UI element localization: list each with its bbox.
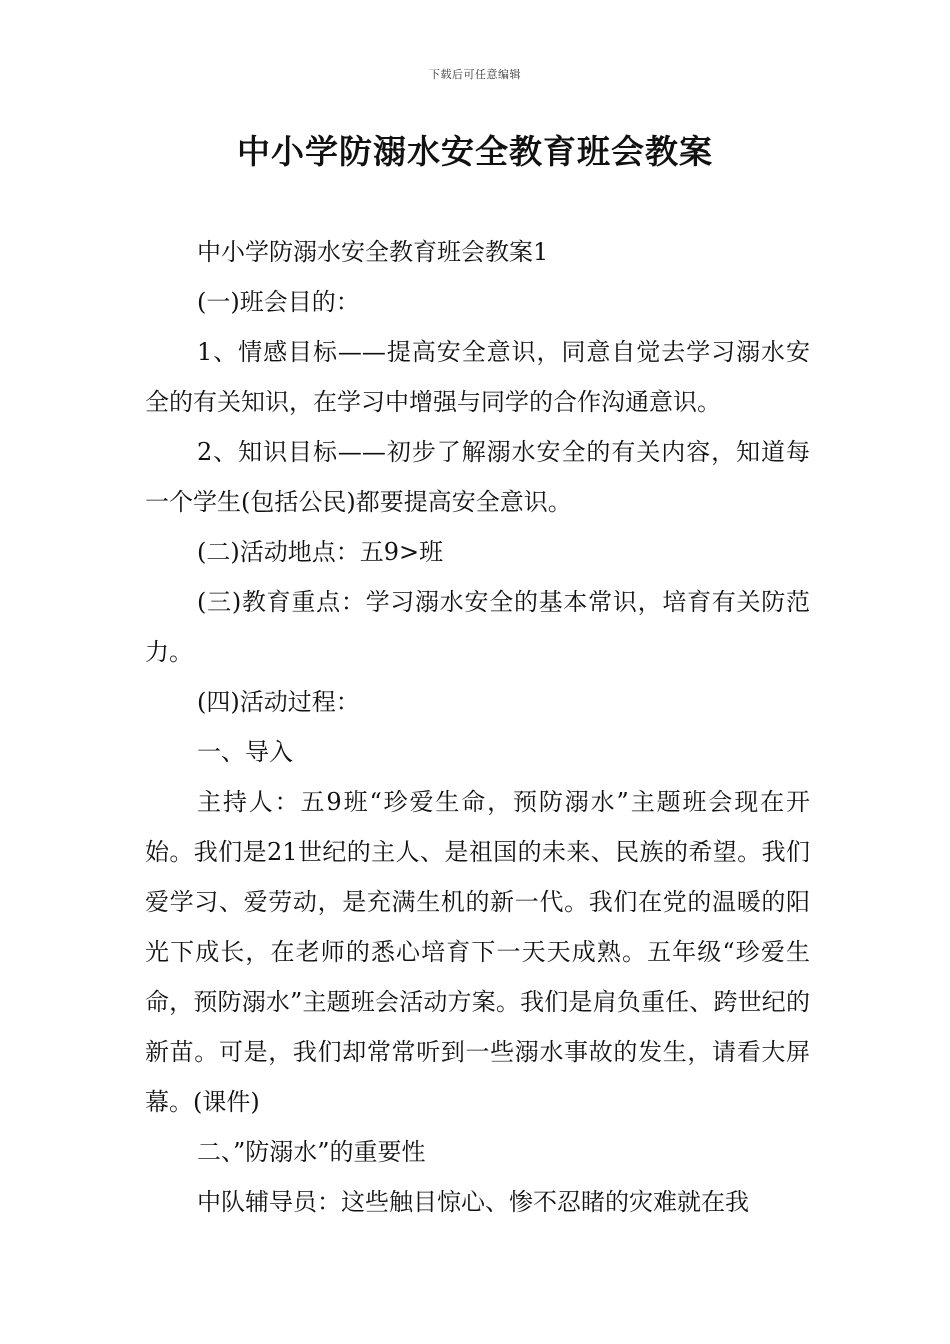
document-body [145, 227, 810, 1227]
paragraph-counselor-speech: 中队辅导员：这些触目惊心、惨不忍睹的灾难就在我 [197, 1188, 749, 1216]
paragraph-goal-heading: (一)班会目的： [197, 288, 360, 316]
paragraph-process-heading: (四)活动过程： [197, 688, 360, 716]
paragraph-focus: (三)教育重点：学习溺水安全的基本常识，培育有关防范力。 [145, 588, 810, 666]
paragraph-importance-heading: 二、”防溺水”的重要性 [197, 1138, 426, 1166]
paragraph-emotional-goal: 1、情感目标——提高安全意识，同意自觉去学习溺水安全的有关知识，在学习中增强与同学的合作沟通意识。 [145, 338, 810, 416]
paragraph-location: (二)活动地点：五9>班 [197, 538, 444, 566]
paragraph-knowledge-goal: 2、知识目标——初步了解溺水安全的有关内容，知道每一个学生(包括公民)都要提高安全意识。 [145, 438, 810, 516]
paragraph-intro-heading: 一、导入 [197, 738, 293, 766]
paragraph-host-speech: 主持人：五9班“珍爱生命，预防溺水”主题班会现在开始。我们是21世纪的主人、是祖国的未来、民族的希望。我们爱学习、爱劳动，是充满生机的新一代。我们在党的温暖的阳光下成长，在老师的悉心培育下一天天成熟。五年级“珍爱生命，预防溺水”主题班会活动方案。我们是肩负重任、跨世纪的新苗。可是，我们却常常听到一些溺水事故的发生，请看大屏幕。(课件) [145, 788, 810, 1116]
header-note: 下载后可任意编辑 [429, 68, 521, 81]
section-heading: 中小学防溺水安全教育班会教案1 [197, 238, 549, 266]
document-title: 中小学防溺水安全教育班会教案 [237, 132, 713, 171]
